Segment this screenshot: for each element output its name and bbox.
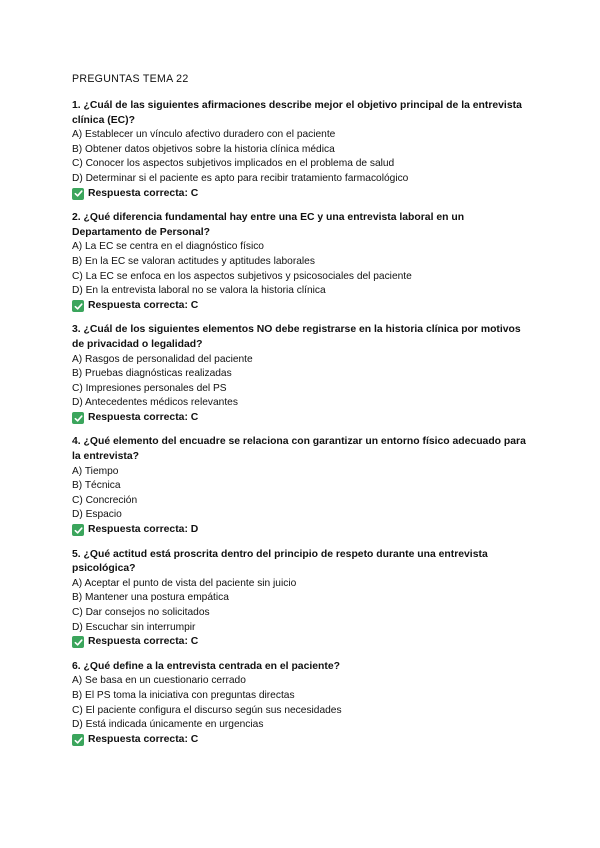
correct-answer: [72, 299, 532, 314]
answer-option: A) Aceptar el punto de vista del paciente sin juicio: [72, 577, 297, 589]
correct-answer: [72, 733, 532, 748]
question-text: 6. ¿Qué define a la entrevista centrada en el paciente?: [72, 660, 340, 672]
options-list: [72, 577, 532, 635]
question-block: [72, 99, 532, 201]
correct-answer-label: Respuesta correcta: C: [88, 187, 199, 199]
answer-option: B) Técnica: [72, 480, 121, 492]
question-text: 2. ¿Qué diferencia fundamental hay entre una EC y una entrevista laboral en un Departamento de Personal?: [72, 212, 465, 238]
answer-option: D) Determinar si el paciente es apto para recibir tratamiento farmacológico: [72, 172, 409, 184]
options-list: [72, 128, 532, 186]
answer-option: C) El paciente configura el discurso según sus necesidades: [72, 704, 342, 716]
answer-option: C) La EC se enfoca en los aspectos subjetivos y psicosociales del paciente: [72, 270, 412, 282]
answer-option: B) El PS toma la iniciativa con preguntas directas: [72, 689, 295, 701]
answer-option: D) En la entrevista laboral no se valora la historia clínica: [72, 285, 326, 297]
correct-answer-label: Respuesta correcta: C: [88, 733, 199, 745]
question-text: 3. ¿Cuál de los siguientes elementos NO debe registrarse en la historia clínica por motivos de privacidad o legalidad?: [72, 324, 521, 350]
question-block: [72, 660, 532, 748]
correct-answer-label: Respuesta correcta: C: [88, 411, 199, 423]
correct-answer: [72, 187, 532, 202]
answer-option: D) Antecedentes médicos relevantes: [72, 397, 238, 409]
questions-list: [72, 99, 532, 747]
correct-answer-label: Respuesta correcta: C: [88, 299, 199, 311]
answer-option: B) Obtener datos objetivos sobre la historia clínica médica: [72, 143, 335, 155]
check-mark-icon: [72, 300, 84, 312]
answer-option: C) Dar consejos no solicitados: [72, 607, 210, 618]
question-text: 4. ¿Qué elemento del encuadre se relaciona con garantizar un entorno físico adecuado para la entrevista?: [72, 436, 526, 463]
question-block: [72, 435, 532, 537]
answer-option: A) La EC se centra en el diagnóstico físico: [72, 241, 264, 253]
answer-option: C) Conocer los aspectos subjetivos implicados en el problema de salud: [72, 158, 395, 170]
check-mark-icon: [72, 734, 84, 746]
check-mark-icon: [72, 188, 84, 200]
check-mark-icon: [72, 524, 84, 536]
correct-answer: [72, 635, 532, 650]
options-list: [72, 465, 532, 523]
check-mark-icon: [72, 412, 84, 424]
answer-option: B) En la EC se valoran actitudes y aptitudes laborales: [72, 255, 315, 267]
options-list: [72, 674, 532, 732]
correct-answer-label: Respuesta correcta: C: [88, 636, 199, 648]
question-block: [72, 548, 532, 650]
question-text: 5. ¿Qué actitud está proscrita dentro del principio de respeto durante una entrevista psicológica?: [72, 548, 488, 575]
question-block: [72, 323, 532, 425]
answer-option: D) Espacio: [72, 509, 122, 521]
answer-option: C) Concreción: [72, 494, 138, 506]
answer-option: B) Pruebas diagnósticas realizadas: [72, 368, 232, 380]
answer-option: A) Establecer un vínculo afectivo duradero con el paciente: [72, 129, 336, 141]
correct-answer-label: Respuesta correcta: D: [88, 524, 199, 536]
question-block: [72, 211, 532, 313]
answer-option: A) Tiempo: [72, 465, 119, 477]
answer-option: B) Mantener una postura empática: [72, 592, 229, 604]
document-page: [72, 72, 532, 757]
check-mark-icon: [72, 636, 84, 648]
answer-option: C) Impresiones personales del PS: [72, 382, 227, 394]
document-title: PREGUNTAS TEMA 22: [72, 73, 189, 85]
answer-option: A) Rasgos de personalidad del paciente: [72, 353, 253, 365]
answer-option: D) Escuchar sin interrumpir: [72, 621, 196, 633]
options-list: [72, 353, 532, 411]
options-list: [72, 240, 532, 298]
correct-answer: [72, 411, 532, 426]
correct-answer: [72, 523, 532, 538]
answer-option: A) Se basa en un cuestionario cerrado: [72, 675, 246, 687]
question-text: 1. ¿Cuál de las siguientes afirmaciones describe mejor el objetivo principal de la entrevista clínica (EC)?: [72, 100, 522, 126]
answer-option: D) Está indicada únicamente en urgencias: [72, 719, 264, 731]
